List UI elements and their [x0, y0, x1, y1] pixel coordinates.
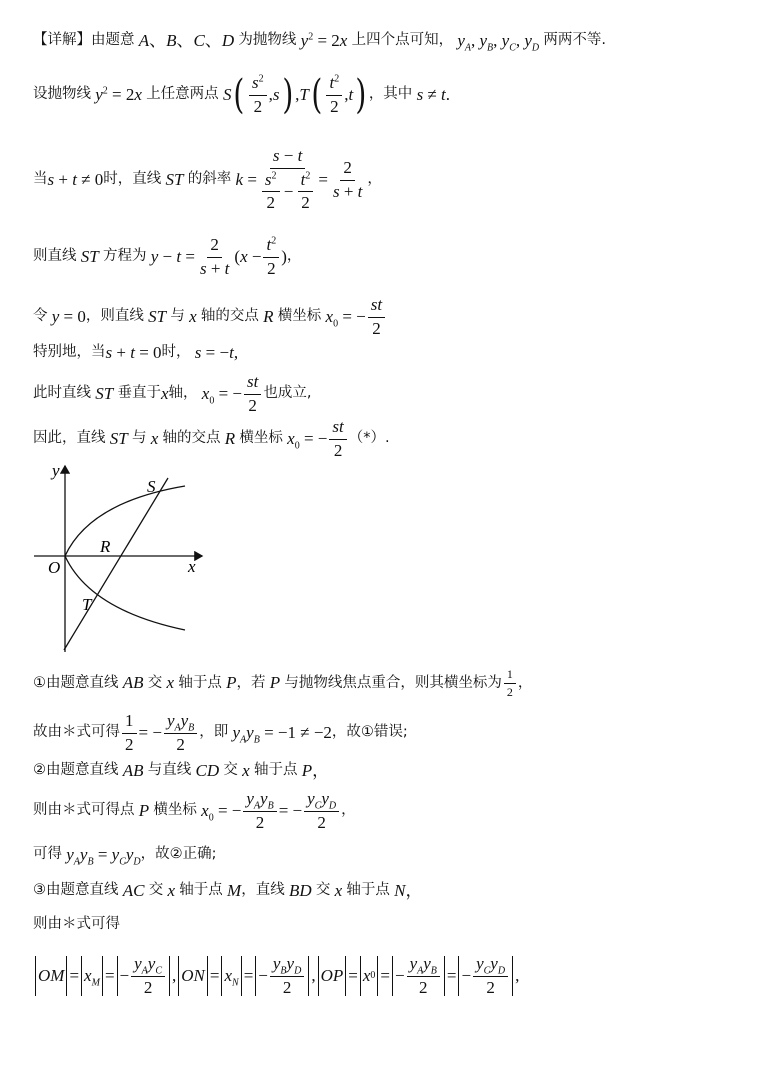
- line-3: 当 s + t ≠ 0 时，直线 ST 的斜率 k = s − t $\frac{s^2}{2}$ − $\frac{t^2}{2}$ = $\frac{2}{s + t}$ ，: [33, 146, 382, 213]
- line-11: ②由题意直线 AB 与直线 CD 交 x 轴于点 P，: [33, 761, 330, 780]
- line-14: ③由题意直线 AC 交 x 轴于点 M ，直线 BD 交 x 轴于点 N，: [33, 881, 423, 900]
- line-st: [64, 478, 168, 650]
- line-5: 令 y = 0 ，则直线 ST 与 x 轴的交点 R 横坐标 $x_0$ = − $\frac{st}{2}$: [33, 296, 387, 338]
- line-16: OM = $x_M$ = − $\frac{y_Ay_C}{2}$ , ON = $x_N$ = − $\frac{y_By_D}{2}$ , OP = x 0 = − $\frac{y_Ay_B}{2}$ = − $\frac{y_Cy_D}{2}$ ,: [33, 956, 519, 996]
- line-7: 此时直线 ST 垂直于 x 轴， $x_0$ = − $\frac{st}{2}$ 也成立,: [33, 372, 312, 415]
- parabola-graph: [30, 460, 210, 660]
- line-10: 故由＊式可得 $\frac{1}{2}$ = − $\frac{y_Ay_B}{2}$ ，即 $y_Ay_B = -1 \ne -2$ ，故①错误;: [33, 711, 408, 754]
- line-12: 则由＊式可得点 P 横坐标 $x_0$ = − $\frac{y_Ay_B}{2}$ = − $\frac{y_Cy_D}{2}$ ，: [33, 789, 356, 832]
- line-9: ①由题意直线 AB 交 x 轴于点 P ，若 P 与抛物线焦点重合，则其横坐标为 $\frac{1}{2}$ ，: [33, 667, 533, 700]
- line-13: 可得 $y_Ay_B = y_Cy_D$ ，故②正确;: [33, 845, 217, 868]
- label-o: O: [48, 558, 61, 577]
- label-t: T: [82, 595, 92, 614]
- label-x: x: [188, 557, 196, 576]
- line-2: 设抛物线 $y^2 = 2x$ 上任意两点 S ( $\frac{s^2}{2}$ ,s ) ,T ( $\frac{t^2}{2}$ ,t ) ，其中 s ≠ t.: [33, 72, 451, 119]
- line-1: 【详解】 由题意 A、B、C、D 为抛物线 $y^2 = 2x$ 上四个点可知， $y_A$, $y_B$, $y_C$, $y_D$ 两两不等.: [33, 31, 607, 54]
- line-4: 则直线 ST 方程为 y − t = $\frac{2}{s + t}$ (x − $\frac{t^2}{2}$ ) ，: [33, 235, 302, 278]
- line-8: 因此，直线 ST 与 x 轴的交点 R 横坐标 $x_0$ = − $\frac{st}{2}$ （*）.: [33, 417, 390, 460]
- label-s: S: [147, 477, 156, 496]
- line-15: 则由＊式可得: [33, 916, 120, 932]
- label-r: R: [100, 537, 111, 556]
- label-y: y: [52, 461, 60, 480]
- line-6: 特别地，当 s + t = 0 时， s = −t,: [33, 343, 239, 362]
